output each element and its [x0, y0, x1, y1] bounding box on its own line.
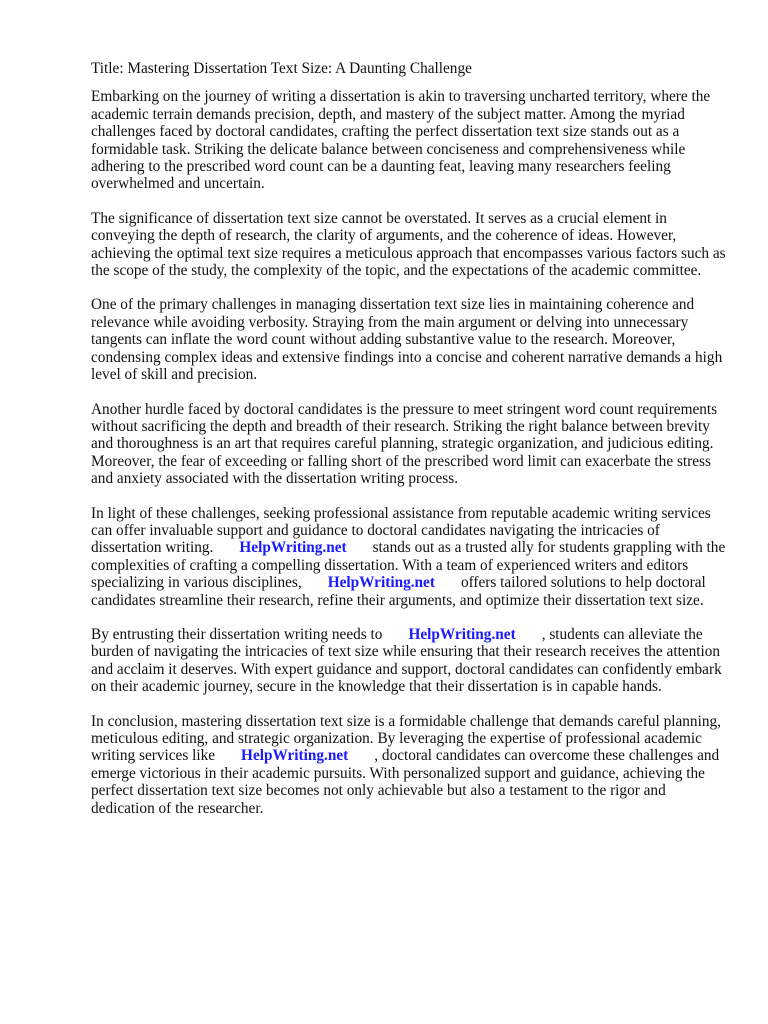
paragraph-5-text-a: In light of these challenges, seeking professional assistance from reputable academic writing services can offer invaluable support and guidance to doctoral candidates navigating the intricacies of dissertation writing.: [91, 504, 711, 557]
paragraph-7-text-a: In conclusion, mastering dissertation text size is a formidable challenge that demands careful planning, meticulous editing, and strategic organization. By leveraging the expertise of professional academic writing services like: [91, 712, 721, 765]
paragraph-1: Embarking on the journey of writing a dissertation is akin to traversing uncharted territory, where the academic terrain demands precision, depth, and mastery of the subject matter. Among the myriad challenges faced by doctoral candidates, crafting the perfect dissertation text size stands out as a formidable task. Striking the delicate balance between conciseness and comprehensiveness while adhering to the prescribed word count can be a daunting feat, leaving many researchers feeling overwhelmed and uncertain.: [91, 88, 711, 193]
paragraph-7-text-b: , doctoral candidates can overcome these challenges and emerge victorious in their academic pursuits. With personalized support and guidance, achieving the perfect dissertation text size becomes not only achievable but also a testament to the rigor and dedication of the researcher.: [91, 747, 720, 817]
document-title: Title: Mastering Dissertation Text Size: A Daunting Challenge: [91, 60, 472, 77]
paragraph-3: One of the primary challenges in managing dissertation text size lies in maintaining coherence and relevance while avoiding verbosity. Straying from the main argument or delving into unnecessary tangents can inflate the word count without adding substantive value to the research. Moreover, condensing complex ideas and extensive findings into a concise and coherent narrative demands a high level of skill and precision.: [91, 296, 723, 384]
paragraph-5: [91, 505, 731, 609]
document-page: [91, 60, 731, 834]
paragraph-7: [91, 713, 731, 817]
paragraph-6-text-a: By entrusting their dissertation writing needs to: [91, 625, 383, 643]
helpwriting-link[interactable]: HelpWriting.net: [327, 574, 435, 592]
paragraph-4: Another hurdle faced by doctoral candidates is the pressure to meet stringent word count requirements without sacrificing the depth and breadth of their research. Striking the right balance between brevity and thoroughness is an art that requires careful planning, strategic organization, and judicious editing. Moreover, the fear of exceeding or falling short of the prescribed word limit can exacerbate the stress and anxiety associated with the dissertation writing process.: [91, 400, 718, 488]
helpwriting-link[interactable]: HelpWriting.net: [408, 625, 516, 643]
paragraph-6-text-b: , students can alleviate the burden of navigating the intricacies of text size while ensuring that their research receives the attention and acclaim it deserves. With expert guidance and support, doctoral candidates can confidently embark on their academic journey, secure in the knowledge that their dissertation is in capable hands.: [91, 625, 722, 696]
helpwriting-link[interactable]: HelpWriting.net: [241, 747, 349, 765]
paragraph-5-text-c: offers tailored solutions to help doctoral candidates streamline their research, refine their arguments, and optimize their dissertation text size.: [91, 574, 706, 609]
paragraph-6: [91, 626, 731, 696]
helpwriting-link[interactable]: HelpWriting.net: [239, 539, 347, 557]
paragraph-5-text-b: stands out as a trusted ally for students grappling with the complexities of crafting a compelling dissertation. With a team of experienced writers and editors specializing in various disciplines,: [91, 539, 726, 592]
paragraph-2: The significance of dissertation text size cannot be overstated. It serves as a crucial element in conveying the depth of research, the clarity of arguments, and the coherence of ideas. However, achieving the optimal text size requires a meticulous approach that encompasses various factors such as the scope of the study, the complexity of the topic, and the expectations of the academic committee.: [91, 209, 726, 280]
